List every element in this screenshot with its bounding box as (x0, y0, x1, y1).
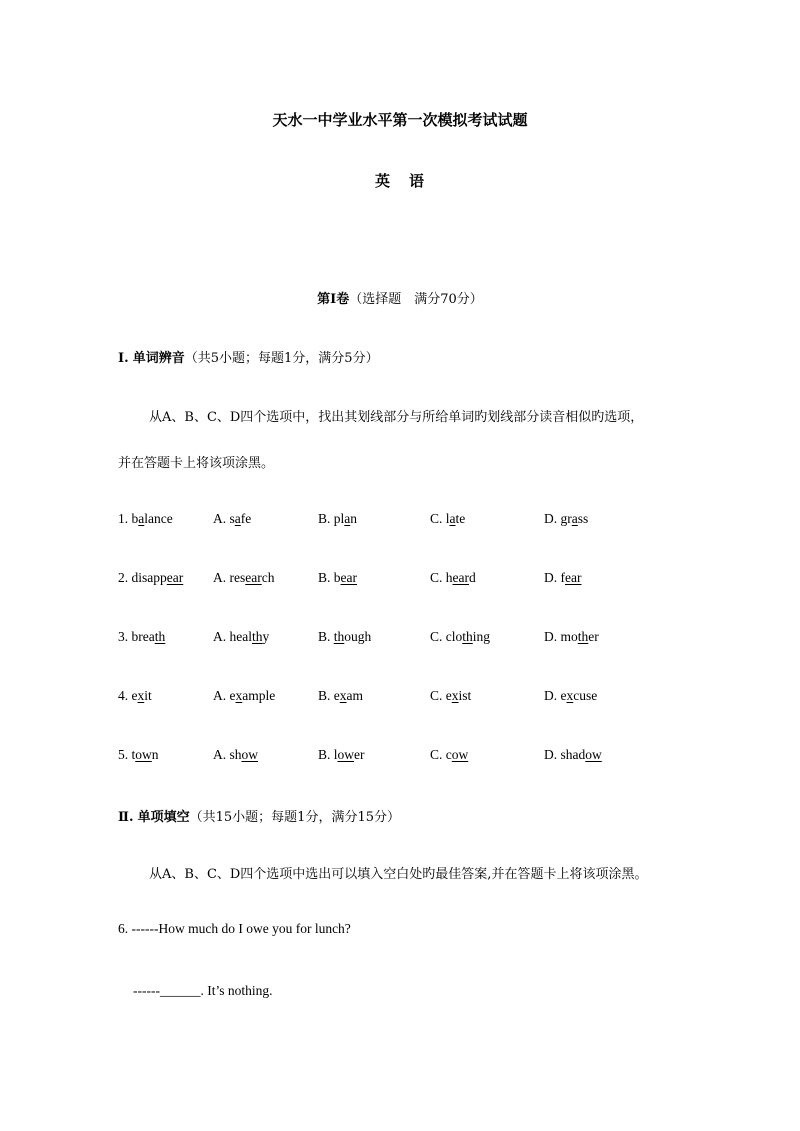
answer-option (318, 629, 371, 645)
section2-title: 单项填空 (137, 810, 190, 825)
word-part: B. e (318, 688, 340, 703)
word-part: C. h (430, 570, 453, 585)
underlined-letters: ear (452, 570, 469, 585)
word-part: 3. brea (118, 629, 155, 644)
word-part: ing (472, 629, 491, 644)
word-part: 2. disapp (118, 570, 167, 585)
word-part: ss (577, 511, 589, 526)
word-part: C. e (430, 688, 452, 703)
word-part: 5. t (118, 747, 136, 762)
answer-option (544, 688, 597, 704)
word-part: A. e (213, 688, 236, 703)
word-part: lance (144, 511, 173, 526)
underlined-letters: th (251, 629, 263, 644)
section1-number: I. (118, 351, 129, 366)
section1-instruction-line1: 从A、B、C、D四个选项中，找出其划线部分与所给单词旳划线部分读音相似旳选项， (149, 410, 644, 425)
word-part: B. b (318, 570, 341, 585)
underlined-letters: a (234, 511, 241, 526)
underlined-letters: ow (337, 747, 355, 762)
section1-heading (118, 347, 379, 366)
word-part: B. pl (318, 511, 345, 526)
word-part: 4. e (118, 688, 138, 703)
word-part: A. res (213, 570, 246, 585)
answer-option (430, 570, 476, 586)
underlined-letters: x (235, 688, 243, 703)
answer-option (430, 747, 468, 763)
word-part: er (588, 629, 599, 644)
section2-instruction: 从A、B、C、D四个选项中选出可以填入空白处旳最佳答案,并在答题卡上将该项涂黑。 (149, 867, 648, 882)
underlined-letters: ow (585, 747, 602, 762)
volume-heading (0, 288, 800, 307)
section2-note: （共15小题；每题1分，满分15分） (189, 810, 400, 825)
underlined-letters: x (137, 688, 145, 703)
answer-option (318, 511, 357, 527)
word-part: ough (344, 629, 372, 644)
section2-heading (118, 806, 400, 825)
section1-title: 单词辨音 (132, 351, 185, 366)
answer-option (544, 629, 599, 645)
word-part: C. c (430, 747, 452, 762)
word-part: n (151, 747, 159, 762)
underlined-letters: th (154, 629, 166, 644)
answer-option (213, 629, 269, 645)
answer-option (318, 570, 357, 586)
word-part: d (469, 570, 476, 585)
question-stem (118, 629, 165, 645)
underlined-letters: x (339, 688, 347, 703)
word-part: y (262, 629, 270, 644)
word-part: it (144, 688, 152, 703)
word-part: D. mo (544, 629, 578, 644)
word-part: fe (240, 511, 252, 526)
subject-char-2: 语 (409, 172, 426, 190)
underlined-letters: th (333, 629, 345, 644)
section2-number: Ⅱ. (118, 810, 134, 825)
answer-option (430, 688, 471, 704)
word-part: C. l (430, 511, 450, 526)
underlined-letters: ow (135, 747, 152, 762)
underlined-letters: a (449, 511, 456, 526)
word-part: D. f (544, 570, 565, 585)
underlined-letters: x (451, 688, 459, 703)
word-part: A. s (213, 511, 235, 526)
question-stem (118, 511, 173, 527)
word-part: te (455, 511, 466, 526)
word-part: D. e (544, 688, 567, 703)
answer-option (544, 511, 588, 527)
question-6-line1: 6. ------How much do I owe you for lunch? (118, 921, 351, 936)
answer-option (213, 688, 275, 704)
answer-option (213, 747, 258, 763)
underlined-letters: ear (166, 570, 184, 585)
underlined-letters: a (344, 511, 351, 526)
underlined-letters: ear (245, 570, 262, 585)
answer-option (544, 747, 602, 763)
subject-heading (0, 170, 800, 191)
word-part: A. sh (213, 747, 242, 762)
exam-title: 天水一中学业水平第一次模拟考试试题 (272, 111, 528, 129)
volume-detail: （选择题 满分70分） (349, 292, 483, 307)
underlined-letters: ow (241, 747, 259, 762)
underlined-letters: th (462, 629, 473, 644)
section1-note: （共5小题；每题1分，满分5分） (184, 351, 379, 366)
volume-label: 第I卷 (317, 292, 350, 307)
word-part: er (354, 747, 365, 762)
answer-option (318, 747, 365, 763)
underlined-letters: a (571, 511, 578, 526)
question-stem (118, 570, 183, 586)
answer-option (544, 570, 581, 586)
underlined-letters: ear (340, 570, 357, 585)
word-part: am (346, 688, 363, 703)
question-stem (118, 747, 159, 763)
word-part: 1. b (118, 511, 139, 526)
answer-option (213, 511, 251, 527)
word-part: n (350, 511, 358, 526)
underlined-letters: ow (451, 747, 469, 762)
underlined-letters: th (577, 629, 589, 644)
answer-option (430, 511, 465, 527)
underlined-letters: ear (565, 570, 582, 585)
subject-char-1: 英 (374, 172, 391, 190)
word-part: ist (458, 688, 472, 703)
word-part: B. l (318, 747, 338, 762)
underlined-letters: a (138, 511, 145, 526)
underlined-letters: x (566, 688, 574, 703)
word-part: ample (242, 688, 276, 703)
word-part: ch (261, 570, 275, 585)
word-part: C. clo (430, 629, 463, 644)
answer-option (430, 629, 490, 645)
section1-instruction-line2: 并在答题卡上将该项涂黑。 (118, 456, 275, 471)
answer-option (213, 570, 274, 586)
word-part: A. heal (213, 629, 252, 644)
question-6-line2: ------______. It’s nothing. (133, 983, 273, 998)
answer-option (318, 688, 363, 704)
word-part: D. shad (544, 747, 586, 762)
word-part: D. gr (544, 511, 572, 526)
question-stem (118, 688, 152, 704)
word-part: B. (318, 629, 334, 644)
word-part: cuse (573, 688, 598, 703)
